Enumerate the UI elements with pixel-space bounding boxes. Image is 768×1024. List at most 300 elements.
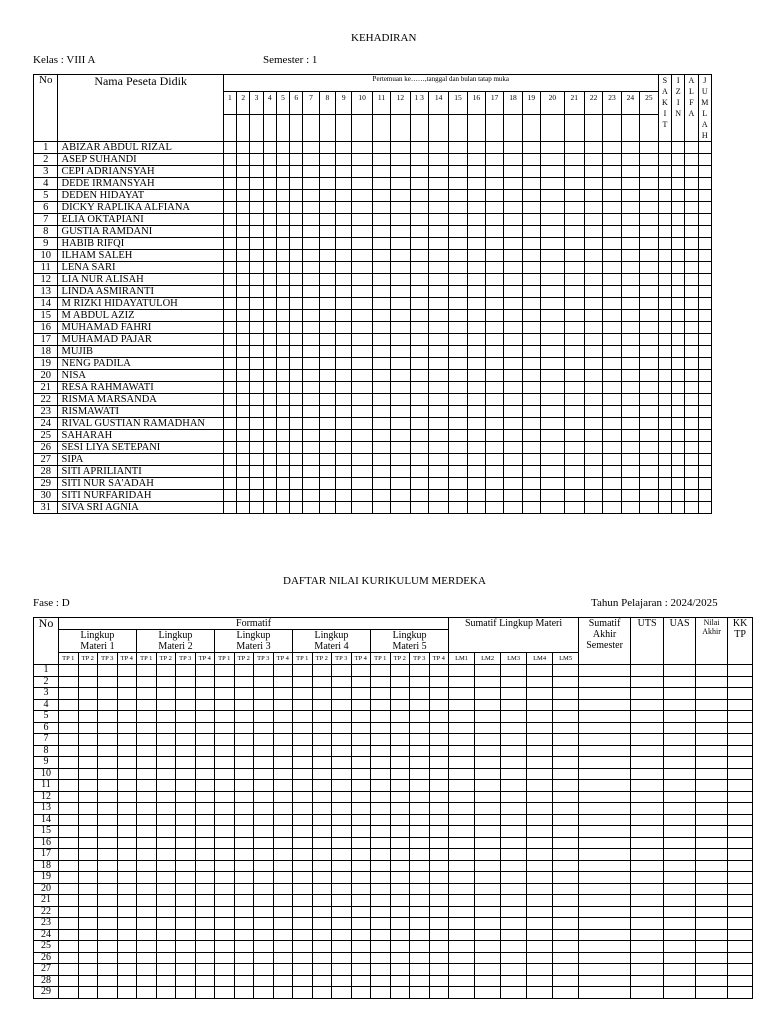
date-cell[interactable] [372,115,390,142]
grade-cell[interactable] [176,803,196,815]
grade-cell[interactable] [728,780,753,792]
grade-cell[interactable] [59,860,79,872]
grade-cell[interactable] [579,745,631,757]
attendance-cell[interactable] [391,286,410,298]
grade-cell[interactable] [59,883,79,895]
grade-cell[interactable] [98,814,118,826]
attendance-cell[interactable] [303,334,319,346]
attendance-cell[interactable] [541,382,564,394]
attendance-cell[interactable] [584,178,602,190]
attendance-cell[interactable] [672,274,685,286]
grade-cell[interactable] [696,906,728,918]
attendance-cell[interactable] [486,298,504,310]
attendance-cell[interactable] [263,406,276,418]
grade-cell[interactable] [390,699,410,711]
attendance-cell[interactable] [564,322,584,334]
attendance-cell[interactable] [467,478,485,490]
grade-cell[interactable] [449,734,475,746]
attendance-cell[interactable] [541,406,564,418]
attendance-cell[interactable] [698,430,711,442]
grade-cell[interactable] [293,676,313,688]
attendance-cell[interactable] [621,370,639,382]
attendance-cell[interactable] [541,322,564,334]
attendance-cell[interactable] [410,430,428,442]
grade-cell[interactable] [293,688,313,700]
grade-cell[interactable] [631,837,664,849]
grade-cell[interactable] [332,941,352,953]
attendance-cell[interactable] [276,502,289,514]
grade-cell[interactable] [371,711,391,723]
attendance-cell[interactable] [336,310,352,322]
attendance-cell[interactable] [685,310,698,322]
attendance-cell[interactable] [223,238,236,250]
attendance-cell[interactable] [658,334,671,346]
attendance-cell[interactable] [658,358,671,370]
grade-cell[interactable] [78,883,98,895]
attendance-cell[interactable] [467,334,485,346]
grade-cell[interactable] [527,860,553,872]
grade-cell[interactable] [273,952,293,964]
grade-cell[interactable] [631,814,664,826]
attendance-cell[interactable] [391,190,410,202]
grade-cell[interactable] [59,688,79,700]
attendance-cell[interactable] [303,382,319,394]
attendance-cell[interactable] [672,490,685,502]
attendance-cell[interactable] [391,322,410,334]
attendance-cell[interactable] [621,274,639,286]
grade-cell[interactable] [579,895,631,907]
grade-cell[interactable] [728,837,753,849]
attendance-cell[interactable] [276,226,289,238]
attendance-cell[interactable] [391,214,410,226]
attendance-cell[interactable] [522,310,540,322]
grade-cell[interactable] [410,952,430,964]
attendance-cell[interactable] [522,142,540,154]
grade-cell[interactable] [371,814,391,826]
attendance-cell[interactable] [449,346,467,358]
attendance-cell[interactable] [522,358,540,370]
attendance-cell[interactable] [621,442,639,454]
attendance-cell[interactable] [336,370,352,382]
attendance-cell[interactable] [640,250,659,262]
grade-cell[interactable] [351,768,371,780]
attendance-cell[interactable] [428,466,448,478]
grade-cell[interactable] [215,837,235,849]
grade-cell[interactable] [631,872,664,884]
attendance-cell[interactable] [564,274,584,286]
grade-cell[interactable] [137,688,157,700]
grade-cell[interactable] [553,872,579,884]
attendance-cell[interactable] [522,154,540,166]
attendance-cell[interactable] [372,154,390,166]
grade-cell[interactable] [728,699,753,711]
grade-cell[interactable] [351,791,371,803]
attendance-cell[interactable] [449,418,467,430]
attendance-cell[interactable] [391,202,410,214]
grade-cell[interactable] [254,837,274,849]
attendance-cell[interactable] [352,262,372,274]
grade-cell[interactable] [332,929,352,941]
attendance-cell[interactable] [467,490,485,502]
grade-cell[interactable] [631,676,664,688]
attendance-cell[interactable] [303,394,319,406]
attendance-cell[interactable] [263,274,276,286]
attendance-cell[interactable] [685,202,698,214]
attendance-cell[interactable] [276,190,289,202]
grade-cell[interactable] [156,906,176,918]
grade-cell[interactable] [527,768,553,780]
attendance-cell[interactable] [319,154,335,166]
grade-cell[interactable] [156,780,176,792]
attendance-cell[interactable] [372,466,390,478]
grade-cell[interactable] [59,826,79,838]
grade-cell[interactable] [664,665,696,677]
grade-cell[interactable] [501,768,527,780]
grade-cell[interactable] [78,757,98,769]
grade-cell[interactable] [59,803,79,815]
attendance-cell[interactable] [319,226,335,238]
attendance-cell[interactable] [449,262,467,274]
attendance-cell[interactable] [276,250,289,262]
attendance-cell[interactable] [336,478,352,490]
attendance-cell[interactable] [603,442,621,454]
attendance-cell[interactable] [621,478,639,490]
attendance-cell[interactable] [319,178,335,190]
grade-cell[interactable] [156,837,176,849]
grade-cell[interactable] [273,987,293,999]
attendance-cell[interactable] [410,406,428,418]
grade-cell[interactable] [59,964,79,976]
attendance-cell[interactable] [428,430,448,442]
attendance-cell[interactable] [672,238,685,250]
grade-cell[interactable] [156,987,176,999]
grade-cell[interactable] [410,814,430,826]
grade-cell[interactable] [98,757,118,769]
grade-cell[interactable] [332,791,352,803]
grade-cell[interactable] [553,665,579,677]
attendance-cell[interactable] [640,478,659,490]
grade-cell[interactable] [429,941,449,953]
attendance-cell[interactable] [522,334,540,346]
attendance-cell[interactable] [303,214,319,226]
grade-cell[interactable] [553,780,579,792]
attendance-cell[interactable] [672,214,685,226]
attendance-cell[interactable] [290,490,303,502]
attendance-cell[interactable] [584,322,602,334]
grade-cell[interactable] [78,826,98,838]
attendance-cell[interactable] [698,214,711,226]
grade-cell[interactable] [728,849,753,861]
grade-cell[interactable] [254,918,274,930]
grade-cell[interactable] [527,814,553,826]
attendance-cell[interactable] [250,322,263,334]
attendance-cell[interactable] [352,334,372,346]
attendance-cell[interactable] [564,502,584,514]
grade-cell[interactable] [312,860,332,872]
grade-cell[interactable] [553,952,579,964]
attendance-cell[interactable] [391,262,410,274]
attendance-cell[interactable] [250,418,263,430]
grade-cell[interactable] [254,780,274,792]
attendance-cell[interactable] [276,238,289,250]
attendance-cell[interactable] [658,442,671,454]
grade-cell[interactable] [728,791,753,803]
grade-cell[interactable] [293,929,313,941]
grade-cell[interactable] [371,722,391,734]
attendance-cell[interactable] [352,418,372,430]
attendance-cell[interactable] [467,274,485,286]
grade-cell[interactable] [579,883,631,895]
grade-cell[interactable] [59,780,79,792]
grade-cell[interactable] [332,906,352,918]
attendance-cell[interactable] [250,202,263,214]
grade-cell[interactable] [59,745,79,757]
grade-cell[interactable] [501,665,527,677]
attendance-cell[interactable] [658,190,671,202]
grade-cell[interactable] [332,895,352,907]
attendance-cell[interactable] [640,226,659,238]
attendance-cell[interactable] [621,214,639,226]
attendance-cell[interactable] [276,142,289,154]
grade-cell[interactable] [390,906,410,918]
grade-cell[interactable] [501,860,527,872]
attendance-cell[interactable] [223,406,236,418]
grade-cell[interactable] [312,929,332,941]
grade-cell[interactable] [234,906,254,918]
grade-cell[interactable] [371,929,391,941]
attendance-cell[interactable] [372,490,390,502]
attendance-cell[interactable] [237,178,250,190]
attendance-cell[interactable] [263,250,276,262]
grade-cell[interactable] [664,757,696,769]
grade-cell[interactable] [664,906,696,918]
grade-cell[interactable] [176,757,196,769]
attendance-cell[interactable] [640,406,659,418]
attendance-cell[interactable] [276,286,289,298]
attendance-cell[interactable] [504,430,522,442]
grade-cell[interactable] [234,837,254,849]
grade-cell[interactable] [696,768,728,780]
grade-cell[interactable] [475,780,501,792]
grade-cell[interactable] [390,676,410,688]
attendance-cell[interactable] [319,166,335,178]
grade-cell[interactable] [293,906,313,918]
grade-cell[interactable] [696,722,728,734]
attendance-cell[interactable] [250,154,263,166]
attendance-cell[interactable] [564,466,584,478]
date-cell[interactable] [449,115,467,142]
attendance-cell[interactable] [685,430,698,442]
attendance-cell[interactable] [467,346,485,358]
date-cell[interactable] [319,115,335,142]
grade-cell[interactable] [475,860,501,872]
grade-cell[interactable] [410,688,430,700]
grade-cell[interactable] [332,722,352,734]
grade-cell[interactable] [371,757,391,769]
attendance-cell[interactable] [564,202,584,214]
grade-cell[interactable] [312,814,332,826]
grade-cell[interactable] [390,895,410,907]
grade-cell[interactable] [527,929,553,941]
grade-cell[interactable] [293,803,313,815]
grade-cell[interactable] [579,780,631,792]
attendance-cell[interactable] [410,334,428,346]
attendance-cell[interactable] [352,154,372,166]
grade-cell[interactable] [449,826,475,838]
attendance-cell[interactable] [685,334,698,346]
grade-cell[interactable] [696,814,728,826]
attendance-cell[interactable] [352,166,372,178]
attendance-cell[interactable] [449,334,467,346]
attendance-cell[interactable] [319,286,335,298]
grade-cell[interactable] [527,941,553,953]
grade-cell[interactable] [527,952,553,964]
attendance-cell[interactable] [486,286,504,298]
grade-cell[interactable] [234,688,254,700]
attendance-cell[interactable] [336,454,352,466]
grade-cell[interactable] [293,918,313,930]
grade-cell[interactable] [449,688,475,700]
attendance-cell[interactable] [541,358,564,370]
grade-cell[interactable] [195,826,215,838]
grade-cell[interactable] [553,929,579,941]
grade-cell[interactable] [527,665,553,677]
attendance-cell[interactable] [372,202,390,214]
attendance-cell[interactable] [658,214,671,226]
grade-cell[interactable] [215,860,235,872]
attendance-cell[interactable] [410,226,428,238]
grade-cell[interactable] [696,826,728,838]
attendance-cell[interactable] [658,202,671,214]
attendance-cell[interactable] [584,238,602,250]
attendance-cell[interactable] [352,202,372,214]
grade-cell[interactable] [273,872,293,884]
grade-cell[interactable] [254,952,274,964]
attendance-cell[interactable] [428,454,448,466]
grade-cell[interactable] [449,918,475,930]
grade-cell[interactable] [475,803,501,815]
attendance-cell[interactable] [640,394,659,406]
attendance-cell[interactable] [290,478,303,490]
date-cell[interactable] [391,115,410,142]
grade-cell[interactable] [501,734,527,746]
grade-cell[interactable] [293,837,313,849]
grade-cell[interactable] [390,768,410,780]
grade-cell[interactable] [501,791,527,803]
grade-cell[interactable] [553,918,579,930]
attendance-cell[interactable] [352,406,372,418]
grade-cell[interactable] [501,941,527,953]
attendance-cell[interactable] [410,142,428,154]
attendance-cell[interactable] [564,226,584,238]
grade-cell[interactable] [475,676,501,688]
grade-cell[interactable] [429,768,449,780]
grade-cell[interactable] [176,883,196,895]
attendance-cell[interactable] [303,478,319,490]
date-cell[interactable] [290,115,303,142]
attendance-cell[interactable] [410,394,428,406]
attendance-cell[interactable] [541,490,564,502]
grade-cell[interactable] [429,791,449,803]
grade-cell[interactable] [351,906,371,918]
grade-cell[interactable] [176,745,196,757]
attendance-cell[interactable] [263,478,276,490]
attendance-cell[interactable] [541,238,564,250]
grade-cell[interactable] [475,757,501,769]
attendance-cell[interactable] [250,262,263,274]
attendance-cell[interactable] [290,310,303,322]
grade-cell[interactable] [332,987,352,999]
attendance-cell[interactable] [237,274,250,286]
attendance-cell[interactable] [391,358,410,370]
attendance-cell[interactable] [467,190,485,202]
attendance-cell[interactable] [621,430,639,442]
grade-cell[interactable] [98,849,118,861]
date-cell[interactable] [250,115,263,142]
grade-cell[interactable] [137,803,157,815]
attendance-cell[interactable] [658,262,671,274]
grade-cell[interactable] [579,699,631,711]
grade-cell[interactable] [696,757,728,769]
grade-cell[interactable] [390,941,410,953]
grade-cell[interactable] [156,895,176,907]
attendance-cell[interactable] [672,334,685,346]
attendance-cell[interactable] [698,406,711,418]
attendance-cell[interactable] [372,358,390,370]
grade-cell[interactable] [631,895,664,907]
grade-cell[interactable] [696,918,728,930]
attendance-cell[interactable] [319,310,335,322]
grade-cell[interactable] [234,768,254,780]
grade-cell[interactable] [351,711,371,723]
attendance-cell[interactable] [391,166,410,178]
grade-cell[interactable] [332,734,352,746]
attendance-cell[interactable] [603,490,621,502]
grade-cell[interactable] [332,837,352,849]
date-cell[interactable] [584,115,602,142]
attendance-cell[interactable] [319,502,335,514]
attendance-cell[interactable] [621,262,639,274]
attendance-cell[interactable] [486,262,504,274]
attendance-cell[interactable] [250,478,263,490]
attendance-cell[interactable] [541,142,564,154]
grade-cell[interactable] [696,987,728,999]
grade-cell[interactable] [664,722,696,734]
grade-cell[interactable] [98,906,118,918]
grade-cell[interactable] [449,837,475,849]
grade-cell[interactable] [332,975,352,987]
attendance-cell[interactable] [504,454,522,466]
attendance-cell[interactable] [467,466,485,478]
grade-cell[interactable] [273,711,293,723]
grade-cell[interactable] [156,768,176,780]
attendance-cell[interactable] [672,478,685,490]
attendance-cell[interactable] [276,406,289,418]
attendance-cell[interactable] [410,202,428,214]
attendance-cell[interactable] [522,466,540,478]
attendance-cell[interactable] [223,394,236,406]
attendance-cell[interactable] [391,334,410,346]
attendance-cell[interactable] [698,178,711,190]
attendance-cell[interactable] [410,454,428,466]
grade-cell[interactable] [390,711,410,723]
grade-cell[interactable] [312,964,332,976]
attendance-cell[interactable] [698,286,711,298]
grade-cell[interactable] [293,722,313,734]
attendance-cell[interactable] [449,178,467,190]
grade-cell[interactable] [527,734,553,746]
grade-cell[interactable] [78,768,98,780]
